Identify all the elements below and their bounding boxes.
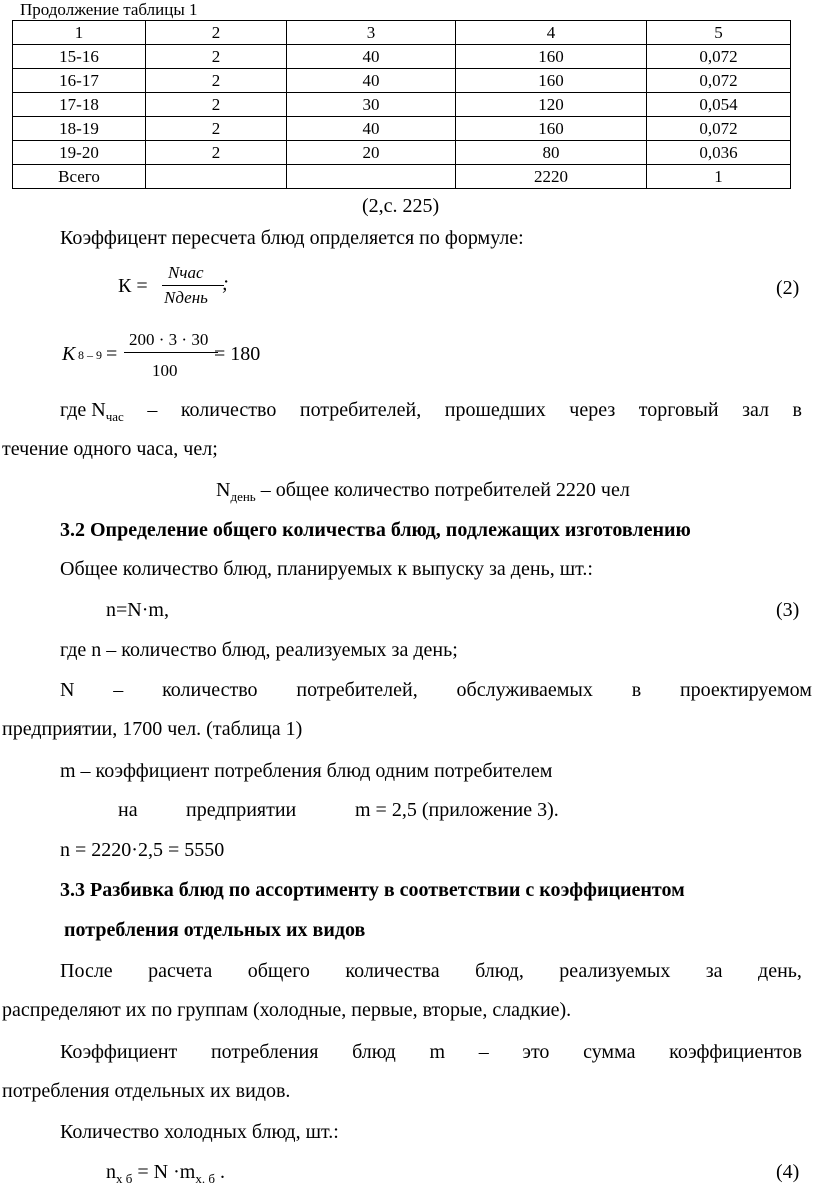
table-row [13, 141, 791, 165]
para-total-dishes: Общее количество блюд, планируемых к выпуску за день, шт.: [60, 558, 593, 580]
calc-subscript: 8 – 9 [78, 348, 102, 362]
def-nchas-term: где $N_{час}$ [60, 399, 124, 424]
formula2-punct: ; [222, 273, 229, 295]
table-cell: 160 [456, 45, 647, 69]
def-m-word-enterprise: предприятии [186, 799, 297, 821]
def-m-line1: m – коэффициент потребления блюд одним потребителем [60, 760, 553, 782]
table-cell: 1 [647, 165, 791, 189]
table-cell: 0,054 [647, 93, 791, 117]
table-cell [146, 165, 287, 189]
formula2-denominator: Nдень [164, 288, 208, 307]
table-cell [287, 165, 456, 189]
table-cell: 2 [146, 69, 287, 93]
calc-n: n = 2220·2,5 = 5550 [60, 839, 225, 861]
table-cell: 2 [146, 45, 287, 69]
table-cell: 2 [146, 141, 287, 165]
table-cell: 0,072 [647, 45, 791, 69]
para-coef-line1: Коэффициент потребления блюд m – это сумма коэффициентов [60, 1041, 802, 1063]
table-cell: 160 [456, 117, 647, 141]
table-row [13, 117, 791, 141]
def-nchas-line2: течение одного часа, чел; [2, 438, 218, 460]
table-cell: 15-16 [13, 45, 146, 69]
formula2-lhs: К = [118, 275, 148, 297]
table-cell: 2 [146, 93, 287, 117]
formula4: $n_{х б} = N \cdot m_{х. б}$ . [106, 1161, 225, 1186]
para-coef-line2: потребления отдельных их видов. [2, 1080, 291, 1102]
table-cell: 40 [287, 117, 456, 141]
table-cell: 40 [287, 69, 456, 93]
calc-numerator: 200 · 3 · 30 [129, 330, 209, 349]
data-table [12, 20, 791, 189]
def-nden: $N_{день}$ – общее количество потребителей 2220 чел [216, 479, 630, 504]
table-cell: 80 [456, 141, 647, 165]
calc-denominator: 100 [152, 361, 178, 380]
def-m-value: m = 2,5 (приложение 3). [355, 799, 559, 821]
para-after-line1: После расчета общего количества блюд, реализуемых за день, [60, 960, 802, 982]
table-source: (2,с. 225) [362, 195, 440, 217]
table-total-row [13, 165, 791, 189]
table-cell: 120 [456, 93, 647, 117]
table-cell: 30 [287, 93, 456, 117]
def-n: где n – количество блюд, реализуемых за день; [60, 639, 458, 661]
formula3-number: (3) [776, 599, 800, 621]
table-continuation-label: Продолжение таблицы 1 [20, 0, 198, 19]
table-row [13, 45, 791, 69]
para-cold-dishes: Количество холодных блюд, шт.: [60, 1121, 339, 1143]
calc-fraction-bar [124, 352, 218, 353]
table-cell: 2220 [456, 165, 647, 189]
formula2-number: (2) [776, 277, 800, 299]
table-cell: Всего [13, 165, 146, 189]
table-header-cell: 1 [13, 21, 146, 45]
table-cell: 17-18 [13, 93, 146, 117]
def-m-word-na: на [118, 799, 138, 821]
def-N-line2: предприятии, 1700 чел. (таблица 1) [2, 718, 303, 740]
formula4-number: (4) [776, 1161, 800, 1183]
table-header-cell: 4 [456, 21, 647, 45]
def-nchas-line1: где $N_{час}$ – количество потребителей, прошедших через торговый зал в [60, 399, 802, 424]
calc-lhs: К [62, 343, 76, 365]
calc-eq2: = 180 [214, 343, 261, 365]
section-3-2-heading: 3.2 Определение общего количества блюд, подлежащих изготовлению [60, 519, 691, 541]
table-header-cell: 2 [146, 21, 287, 45]
formula3: n=N·m, [106, 599, 169, 621]
table-cell: 19-20 [13, 141, 146, 165]
table-cell: 40 [287, 45, 456, 69]
table-cell: 160 [456, 69, 647, 93]
table-cell: 18-19 [13, 117, 146, 141]
table-cell: 2 [146, 117, 287, 141]
calc-eq1: = [106, 343, 118, 365]
table-cell: 0,072 [647, 117, 791, 141]
section-3-3-heading-line2: потребления отдельных их видов [64, 919, 366, 941]
formula-intro: Коэффицент пересчета блюд опрделяется по формуле: [60, 227, 524, 249]
table-header-cell: 3 [287, 21, 456, 45]
table-cell: 0,036 [647, 141, 791, 165]
formula2-numerator: Nчас [168, 263, 204, 282]
table-header-row [13, 21, 791, 45]
table-row [13, 93, 791, 117]
formula2-fraction-bar [162, 285, 224, 286]
section-3-3-heading-line1: 3.3 Разбивка блюд по ассортименту в соответствии с коэффициентом [60, 879, 685, 901]
def-N-line1: N – количество потребителей, обслуживаемых в проектируемом [60, 679, 812, 701]
table-row [13, 69, 791, 93]
table-cell: 0,072 [647, 69, 791, 93]
para-after-line2: распределяют их по группам (холодные, первые, вторые, сладкие). [2, 999, 572, 1021]
table-cell: 16-17 [13, 69, 146, 93]
table-header-cell: 5 [647, 21, 791, 45]
table-cell: 20 [287, 141, 456, 165]
